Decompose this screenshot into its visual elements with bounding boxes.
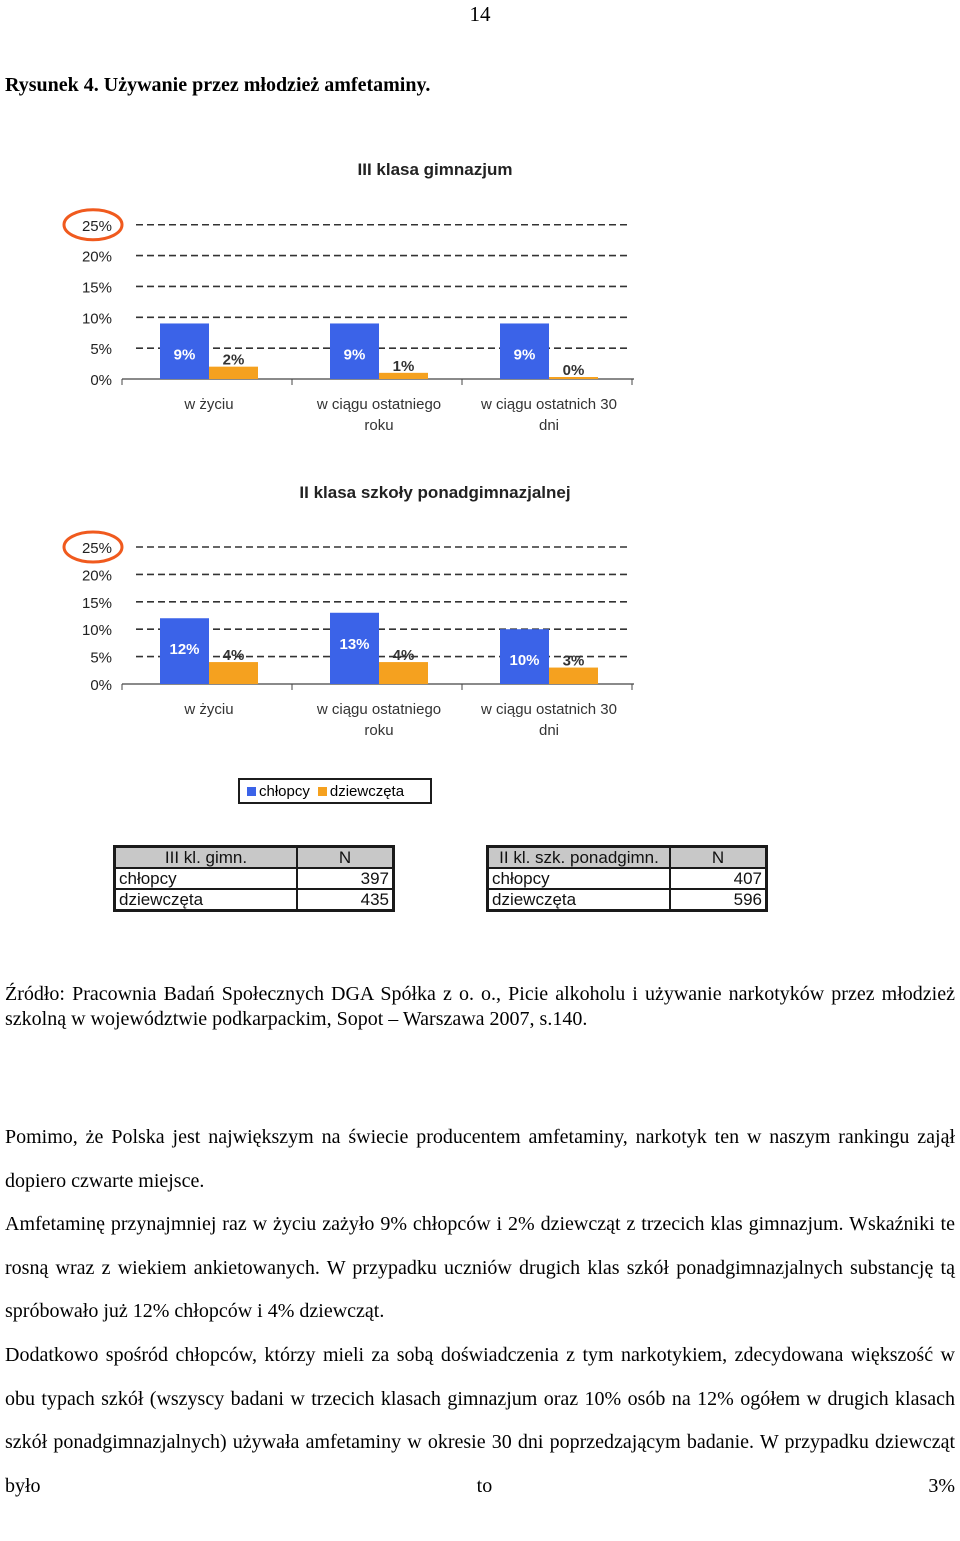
x-category-label: roku bbox=[364, 722, 394, 739]
chart-iii-klasa-gimnazjum bbox=[0, 150, 700, 440]
table-cell-label: chłopcy bbox=[115, 868, 298, 889]
x-category-label: w życiu bbox=[184, 701, 234, 718]
x-category-label: dni bbox=[538, 417, 560, 434]
x-category-label: w ciągu ostatnich 30 bbox=[481, 396, 617, 413]
y-tick-label: 0% bbox=[90, 677, 112, 694]
table-header-n: N bbox=[670, 847, 767, 869]
data-label: 4% bbox=[222, 647, 245, 665]
y-tick-label: 0% bbox=[90, 372, 112, 389]
bar-dziewczeta bbox=[379, 662, 428, 684]
y-tick-label: 20% bbox=[81, 248, 112, 266]
y-tick-label: 5% bbox=[90, 649, 112, 667]
data-label: 9% bbox=[513, 346, 536, 364]
legend-label-chlopcy: chłopcy bbox=[259, 782, 310, 800]
chart-title: III klasa gimnazjum bbox=[357, 160, 513, 179]
paragraph-text: Dodatkowo spośród chłopców, którzy mieli za sobą doświadczenia z tym narkotykiem, zdecydowana większość w obu typach szkół (wszyscy badani w trzecich klasach gimnazjum oraz 10% osób na 12% ogółem w drugich klasach szkół ponadgimnazjalnych) używała amfetaminy w okresie 30 dni poprzedzającym badanie. W przypadku dziewcząt było to 3% bbox=[5, 1343, 955, 1497]
y-tick-label: 15% bbox=[81, 279, 112, 297]
table-row bbox=[488, 889, 767, 911]
table-row bbox=[115, 889, 394, 911]
data-label: 10% bbox=[509, 652, 540, 670]
table-cell-label: dziewczęta bbox=[488, 889, 671, 911]
x-category-label: w życiu bbox=[184, 396, 234, 413]
paragraph-text: Pomimo, że Polska jest największym na świecie producentem amfetaminy, narkotyk ten w naszym rankingu zajął dopiero czwarte miejsce. bbox=[5, 1126, 955, 1192]
paragraph bbox=[5, 1116, 955, 1203]
x-category-label: w ciągu ostatniego bbox=[316, 701, 442, 718]
table-header-row bbox=[115, 847, 394, 869]
y-tick-label: 10% bbox=[81, 310, 112, 328]
bar-dziewczeta bbox=[549, 668, 598, 684]
table-header-group: II kl. szk. ponadgimn. bbox=[488, 847, 671, 869]
body-text bbox=[5, 1116, 955, 1508]
chart-title: II klasa szkoły ponadgimnazjalnej bbox=[299, 483, 571, 502]
y-tick-label: 20% bbox=[81, 567, 112, 585]
table-cell-n: 407 bbox=[670, 868, 767, 889]
legend-label-dziewczeta: dziewczęta bbox=[329, 782, 405, 800]
legend-item-dziewczeta bbox=[318, 783, 404, 800]
data-label: 9% bbox=[343, 346, 366, 364]
table-cell-label: chłopcy bbox=[488, 868, 671, 889]
data-label: 12% bbox=[169, 641, 200, 659]
paragraph bbox=[5, 1334, 955, 1508]
table-cell-label: dziewczęta bbox=[115, 889, 298, 911]
legend-item-chlopcy bbox=[247, 783, 310, 800]
x-category-label: w ciągu ostatnich 30 bbox=[481, 701, 617, 718]
table-cell-n: 596 bbox=[670, 889, 767, 911]
data-label: 3% bbox=[562, 652, 585, 670]
bar-dziewczeta bbox=[209, 662, 258, 684]
page-number: 14 bbox=[469, 2, 491, 26]
sample-table-gimnazjum bbox=[113, 845, 395, 912]
data-label: 13% bbox=[339, 635, 370, 653]
data-label: 0% bbox=[562, 362, 585, 379]
table-header-n: N bbox=[297, 847, 394, 869]
table-cell-n: 397 bbox=[297, 868, 394, 889]
data-label: 2% bbox=[222, 351, 245, 369]
table-row bbox=[115, 868, 394, 889]
legend-swatch-chlopcy bbox=[247, 787, 256, 796]
table-header-row bbox=[488, 847, 767, 869]
x-category-label: w ciągu ostatniego bbox=[316, 396, 442, 413]
y-tick-label: 10% bbox=[81, 622, 112, 640]
y-tick-label: 25% bbox=[81, 540, 112, 557]
paragraph bbox=[5, 1203, 955, 1334]
legend-swatch-dziewczeta bbox=[318, 787, 327, 796]
chart-ii-klasa-ponadgimnazjalnej bbox=[0, 474, 700, 764]
sample-table-ponadgimnazjalna bbox=[486, 845, 768, 912]
paragraph-text: Amfetaminę przynajmniej raz w życiu zażyło 9% chłopców i 2% dziewcząt z trzecich klas gimnazjum. Wskaźniki te rosną wraz z wiekiem ankietowanych. W przypadku uczniów drugich klas szkół ponadgimnazjalnych substancję tą spróbowało już 12% chłopców i 4% dziewcząt. bbox=[5, 1213, 955, 1323]
data-label: 1% bbox=[392, 357, 415, 375]
y-tick-label: 25% bbox=[81, 217, 112, 235]
chart-legend bbox=[238, 778, 432, 804]
table-cell-n: 435 bbox=[297, 889, 394, 911]
y-tick-label: 5% bbox=[90, 341, 112, 359]
data-label: 4% bbox=[392, 647, 415, 665]
table-header-group: III kl. gimn. bbox=[115, 847, 298, 869]
x-category-label: roku bbox=[364, 417, 394, 434]
data-label: 9% bbox=[173, 346, 196, 364]
figure-source: Źródło: Pracownia Badań Społecznych DGA Spółka z o. o., Picie alkoholu i używanie narkotyków przez młodzież szkolną w województwie podkarpackim, Sopot – Warszawa 2007, s.140. bbox=[5, 983, 955, 1030]
y-tick-label: 15% bbox=[81, 594, 112, 612]
figure-caption: Rysunek 4. Używanie przez młodzież amfetaminy. bbox=[5, 74, 431, 96]
x-category-label: dni bbox=[538, 722, 560, 739]
table-row bbox=[488, 868, 767, 889]
